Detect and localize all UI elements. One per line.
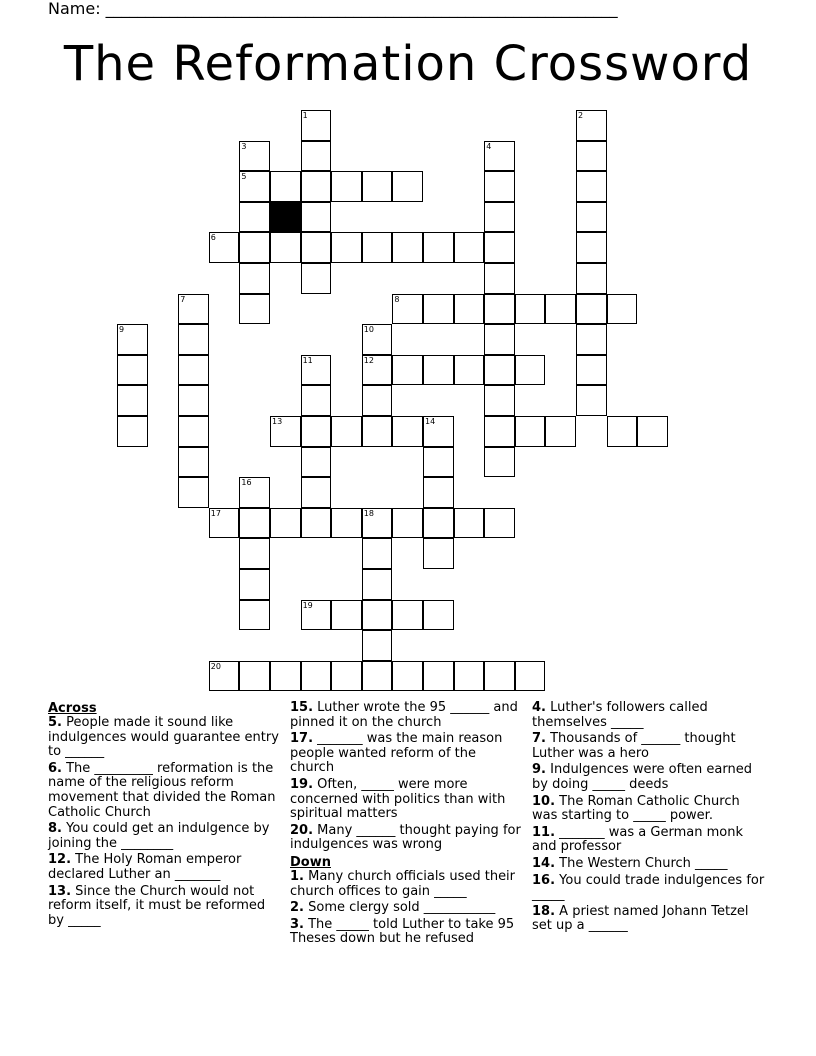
crossword-cell[interactable] [484, 508, 515, 539]
clue-item: 13. Since the Church would not reform itself, it must be reformed by _____ [48, 883, 266, 928]
crossword-cell[interactable] [484, 324, 515, 355]
crossword-cell[interactable] [545, 416, 576, 447]
crossword-cell[interactable] [270, 416, 301, 447]
clue-item: 15. Luther wrote the 95 ______ and pinned it on the church [290, 700, 518, 730]
crossword-cell[interactable] [209, 232, 240, 263]
crossword-cell[interactable] [117, 324, 148, 355]
crossword-cell[interactable] [484, 385, 515, 416]
crossword-cell[interactable] [423, 508, 454, 539]
crossword-cell[interactable] [301, 263, 332, 294]
crossword-cell[interactable] [178, 324, 209, 355]
crossword-cell[interactable] [607, 416, 638, 447]
clue-item: 18. A priest named Johann Tetzel set up a ______ [532, 903, 749, 934]
crossword-cell[interactable] [607, 294, 638, 325]
crossword-cell[interactable] [301, 355, 332, 386]
crossword-cell[interactable] [454, 508, 485, 539]
crossword-cell[interactable] [301, 110, 332, 141]
crossword-cell[interactable] [423, 355, 454, 386]
crossword-cell[interactable] [484, 447, 515, 478]
clue-item: 10. The Roman Catholic Church was starting to _____ power. [532, 793, 740, 824]
clue-number: 19 [302, 600, 313, 610]
clue-item: 9. Indulgences were often earned by doing _____ deeds [532, 762, 752, 792]
crossword-cell[interactable] [301, 508, 332, 539]
crossword-cell[interactable] [178, 385, 209, 416]
clue-item: 11. _______ was a German monk and professor [532, 824, 743, 855]
crossword-cell[interactable] [117, 385, 148, 416]
crossword-cell[interactable] [178, 447, 209, 478]
crossword-cell[interactable] [362, 355, 393, 386]
clue-number: 20 [210, 661, 221, 671]
crossword-cell[interactable] [301, 232, 332, 263]
clue-item: 1. Many church officials used their church offices to gain _____ [290, 868, 516, 899]
crossword-cell[interactable] [637, 416, 668, 447]
crossword-cell[interactable] [423, 294, 454, 325]
crossword-cell[interactable] [392, 508, 423, 539]
crossword-block-cell [270, 202, 301, 233]
clue-number: 2 [578, 111, 584, 120]
crossword-cell[interactable] [576, 110, 607, 141]
crossword-cell[interactable] [362, 385, 393, 416]
across-heading: Across [48, 701, 97, 716]
crossword-cell[interactable] [239, 569, 270, 600]
crossword-cell[interactable] [331, 232, 362, 263]
clue-number: 12 [363, 355, 374, 365]
crossword-cell[interactable] [239, 294, 270, 325]
crossword-cell[interactable] [239, 202, 270, 233]
crossword-cell[interactable] [209, 661, 240, 692]
crossword-cell[interactable] [576, 324, 607, 355]
crossword-cell[interactable] [576, 385, 607, 416]
crossword-cell[interactable] [515, 661, 546, 692]
crossword-cell[interactable] [301, 661, 332, 692]
clue-number: 17 [210, 508, 221, 518]
crossword-cell[interactable] [301, 171, 332, 202]
crossword-cell[interactable] [423, 661, 454, 692]
page-title: The Reformation Crossword [63, 36, 753, 92]
crossword-cell[interactable] [515, 355, 546, 386]
crossword-cell[interactable] [117, 355, 148, 386]
clue-item: 5. People made it sound like indulgences would guarantee entry to ______ [48, 715, 279, 760]
clue-number: 1 [302, 111, 308, 120]
crossword-cell[interactable] [301, 416, 332, 447]
clue-number: 18 [363, 508, 374, 518]
crossword-cell[interactable] [362, 600, 393, 631]
crossword-cell[interactable] [423, 477, 454, 508]
crossword-cell[interactable] [423, 538, 454, 569]
crossword-cell[interactable] [576, 294, 607, 325]
clue-number: 6 [210, 233, 216, 243]
crossword-cell[interactable] [454, 294, 485, 325]
crossword-cell[interactable] [301, 447, 332, 478]
crossword-cell[interactable] [362, 569, 393, 600]
crossword-cell[interactable] [484, 416, 515, 447]
crossword-cell[interactable] [362, 538, 393, 569]
clue-number: 3 [241, 141, 247, 151]
clue-number: 14 [425, 417, 436, 426]
crossword-cell[interactable] [362, 324, 393, 355]
crossword-cell[interactable] [362, 508, 393, 539]
crossword-cell[interactable] [484, 355, 515, 386]
clue-item: 12. The Holy Roman emperor declared Luther an _______ [48, 852, 242, 882]
crossword-cell[interactable] [239, 661, 270, 692]
crossword-cell[interactable] [239, 141, 270, 172]
clue-column-2 [290, 701, 524, 949]
down-heading: Down [290, 854, 331, 870]
crossword-cell[interactable] [331, 508, 362, 539]
crossword-cell[interactable] [178, 355, 209, 386]
crossword-cell[interactable] [484, 661, 515, 692]
crossword-cell[interactable] [301, 600, 332, 631]
crossword-cell[interactable] [515, 294, 546, 325]
crossword-cell[interactable] [423, 232, 454, 263]
crossword-cell[interactable] [545, 294, 576, 325]
crossword-cell[interactable] [392, 600, 423, 631]
clue-column-1 [48, 701, 282, 930]
crossword-cell[interactable] [576, 202, 607, 233]
clue-item: 2. Some clergy sold ___________ [290, 900, 496, 916]
crossword-cell[interactable] [178, 294, 209, 325]
crossword-cell[interactable] [331, 600, 362, 631]
clue-item: 4. Luther's followers called themselves _____ [532, 700, 708, 730]
crossword-cell[interactable] [331, 416, 362, 447]
clue-number: 5 [241, 172, 247, 182]
crossword-cell[interactable] [270, 232, 301, 263]
clue-item: 14. The Western Church _____ [532, 855, 728, 871]
crossword-cell[interactable] [362, 171, 393, 202]
crossword-cell[interactable] [392, 416, 423, 447]
crossword-cell[interactable] [301, 385, 332, 416]
crossword-cell[interactable] [362, 630, 393, 661]
clue-number: 13 [272, 417, 283, 426]
crossword-cell[interactable] [515, 416, 546, 447]
crossword-cell[interactable] [423, 600, 454, 631]
crossword-cell[interactable] [454, 355, 485, 386]
crossword-cell[interactable] [178, 416, 209, 447]
crossword-cell[interactable] [239, 477, 270, 508]
crossword-cell[interactable] [392, 355, 423, 386]
crossword-cell[interactable] [362, 661, 393, 692]
clue-item: 8. You could get an indulgence by joining the ________ [48, 821, 270, 851]
crossword-cell[interactable] [484, 263, 515, 294]
crossword-cell[interactable] [209, 508, 240, 539]
clue-item: 20. Many ______ thought paying for indulgences was wrong [290, 822, 521, 853]
clue-item: 17. _______ was the main reason people wanted reform of the church [290, 731, 503, 776]
clue-number: 8 [394, 294, 400, 304]
crossword-cell[interactable] [484, 141, 515, 172]
crossword-cell[interactable] [239, 232, 270, 263]
clue-number: 16 [241, 478, 252, 488]
crossword-cell[interactable] [484, 232, 515, 263]
clue-item: 3. The _____ told Luther to take 95 Theses down but he refused [290, 916, 515, 947]
crossword-cell[interactable] [576, 263, 607, 294]
crossword-cell[interactable] [117, 416, 148, 447]
clue-number: 11 [302, 355, 313, 365]
clue-number: 10 [363, 325, 374, 335]
crossword-cell[interactable] [484, 171, 515, 202]
crossword-cell[interactable] [392, 661, 423, 692]
crossword-cell[interactable] [178, 477, 209, 508]
crossword-cell[interactable] [576, 141, 607, 172]
crossword-cell[interactable] [362, 232, 393, 263]
crossword-cell[interactable] [454, 661, 485, 692]
crossword-cell[interactable] [270, 171, 301, 202]
crossword-cell[interactable] [576, 355, 607, 386]
crossword-cell[interactable] [239, 600, 270, 631]
crossword-cell[interactable] [239, 538, 270, 569]
clue-item: 16. You could trade indulgences for _____ [532, 872, 765, 903]
crossword-cell[interactable] [331, 171, 362, 202]
crossword-cell[interactable] [239, 171, 270, 202]
crossword-cell[interactable] [301, 477, 332, 508]
clue-item: 7. Thousands of ______ thought Luther was a hero [532, 731, 736, 761]
crossword-cell[interactable] [454, 232, 485, 263]
crossword-cell[interactable] [362, 416, 393, 447]
crossword-cell[interactable] [423, 447, 454, 478]
crossword-cell[interactable] [484, 202, 515, 233]
crossword-cell[interactable] [576, 171, 607, 202]
crossword-cell[interactable] [484, 294, 515, 325]
crossword-cell[interactable] [239, 508, 270, 539]
crossword-cell[interactable] [392, 171, 423, 202]
crossword-cell[interactable] [331, 661, 362, 692]
name-field-label: Name: ________________________________________________________________ [48, 0, 618, 18]
crossword-cell[interactable] [301, 141, 332, 172]
clue-number: 9 [119, 325, 125, 335]
clue-column-3 [532, 701, 766, 936]
clue-number: 4 [486, 141, 492, 151]
crossword-cell[interactable] [392, 294, 423, 325]
crossword-cell[interactable] [392, 232, 423, 263]
clue-item: 19. Often, _____ were more concerned with politics than with spiritual matters [290, 776, 506, 822]
clue-number: 7 [180, 294, 186, 304]
crossword-cell[interactable] [270, 508, 301, 539]
crossword-cell[interactable] [576, 232, 607, 263]
crossword-cell[interactable] [423, 416, 454, 447]
crossword-cell[interactable] [239, 263, 270, 294]
crossword-cell[interactable] [270, 661, 301, 692]
clue-item: 6. The _________ reformation is the name of the religious reform movement that divided the Roman Catholic Church [48, 760, 276, 820]
crossword-cell[interactable] [301, 202, 332, 233]
